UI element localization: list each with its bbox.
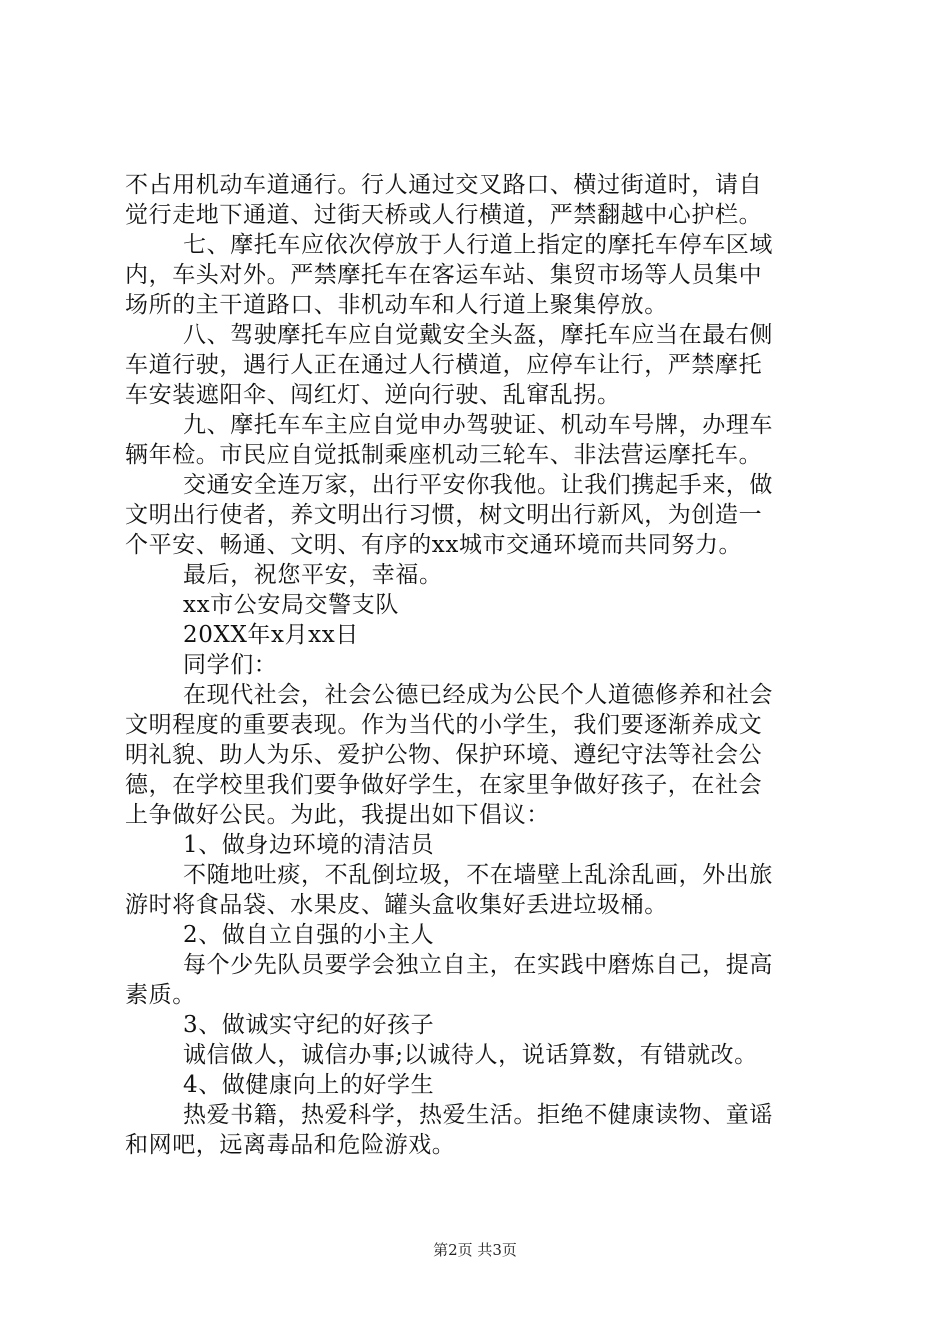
text-line: 最后，祝您平安，幸福。	[183, 562, 443, 588]
text-line: 和网吧，远离毒品和危险游戏。	[125, 1132, 456, 1158]
text-line: 每个少先队员要学会独立自主，在实践中磨炼自己，提高	[183, 952, 773, 978]
text-line: 场所的主干道路口、非机动车和人行道上聚集停放。	[125, 292, 668, 318]
text-line: 20XX年x月xx日	[183, 622, 359, 648]
text-line: 文明程度的重要表现。作为当代的小学生，我们要逐渐养成文	[125, 712, 763, 738]
text-line: 车道行驶，遇行人正在通过人行横道，应停车让行，严禁摩托	[125, 352, 763, 378]
text-line: 觉行走地下通道、过街天桥或人行横道，严禁翻越中心护栏。	[125, 202, 763, 228]
text-line: 内，车头对外。严禁摩托车在客运车站、集贸市场等人员集中	[125, 262, 763, 288]
text-line: 1、做身边环境的清洁员	[183, 832, 435, 858]
text-line: 诚信做人，诚信办事;以诚待人，说话算数，有错就改。	[183, 1042, 758, 1068]
document-body	[125, 170, 835, 1160]
text-line: 在现代社会，社会公德已经成为公民个人道德修养和社会	[183, 682, 773, 708]
text-line: 不占用机动车道通行。行人通过交叉路口、横过街道时，请自	[125, 172, 763, 198]
text-line: 德，在学校里我们要争做好学生，在家里争做好孩子，在社会	[125, 772, 763, 798]
text-line: 4、做健康向上的好学生	[183, 1072, 435, 1098]
text-line: 辆年检。市民应自觉抵制乘座机动三轮车、非法营运摩托车。	[125, 442, 763, 468]
text-line: 热爱书籍，热爱科学，热爱生活。拒绝不健康读物、童谣	[183, 1102, 773, 1128]
text-line: 文明出行使者，养文明出行习惯，树文明出行新风，为创造一	[125, 502, 763, 528]
text-line: 上争做好公民。为此，我提出如下倡议：	[125, 802, 550, 828]
text-line: 七、摩托车应依次停放于人行道上指定的摩托车停车区域	[183, 232, 773, 258]
text-line: 交通安全连万家，出行平安你我他。让我们携起手来，做	[183, 472, 773, 498]
text-line: 不随地吐痰，不乱倒垃圾，不在墙壁上乱涂乱画，外出旅	[183, 862, 773, 888]
text-line: 车安装遮阳伞、闯红灯、逆向行驶、乱窜乱拐。	[125, 382, 621, 408]
text-line: 2、做自立自强的小主人	[183, 922, 435, 948]
text-line: xx市公安局交警支队	[183, 592, 399, 618]
text-line: 同学们：	[183, 652, 278, 678]
text-line: 个平安、畅通、文明、有序的xx城市交通环境而共同努力。	[125, 532, 743, 558]
text-line: 游时将食品袋、水果皮、罐头盒收集好丢进垃圾桶。	[125, 892, 668, 918]
text-line: 3、做诚实守纪的好孩子	[183, 1012, 435, 1038]
text-line: 明礼貌、助人为乐、爱护公物、保护环境、遵纪守法等社会公	[125, 742, 763, 768]
text-line: 八、驾驶摩托车应自觉戴安全头盔，摩托车应当在最右侧	[183, 322, 773, 348]
text-line: 九、摩托车车主应自觉申办驾驶证、机动车号牌，办理车	[183, 412, 773, 438]
page-number-footer: 第2页 共3页	[433, 1241, 517, 1259]
text-line: 素质。	[125, 982, 196, 1008]
